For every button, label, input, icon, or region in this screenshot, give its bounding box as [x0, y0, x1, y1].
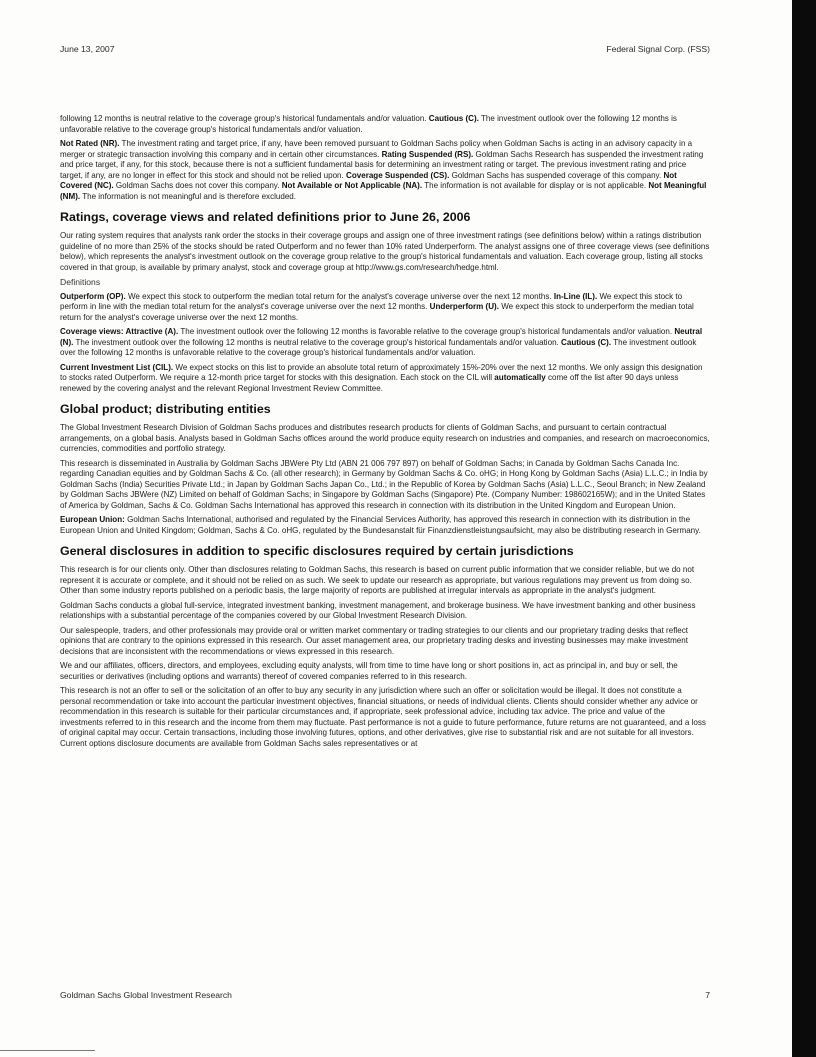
page-number: 7 [705, 990, 710, 1000]
section-heading-global: Global product; distributing entities [60, 402, 271, 416]
global-paragraph-1: The Global Investment Research Division of Goldman Sachs produces and distributes research products for clients of Goldman Sachs, and pursuant to certain contractual arrangements, on a global basis. Analysts based in Goldman Sachs offices around the world produce equity research on industries and companies, and research on macroeconomics, currencies, commodities and portfolio strategy. [60, 423, 710, 453]
cil-paragraph: Current Investment List (CIL). We expect stocks on this list to provide an absolute total return of approximately 15%-20% over the next 12 months. We only assign this designation to stocks rated Outperform. We require a 12-month price target for stocks with this designation. Each stock on the CIL will automatically come off the list after 90 days unless renewed by the covering analyst and the relevant Regional Investment Review Committee. [60, 362, 703, 393]
general-paragraph-2: Goldman Sachs conducts a global full-service, integrated investment banking, investment management, and brokerage business. We have investment banking and other business relationships with a substantial percentage of the companies covered by our Global Investment Research Division. [60, 600, 696, 620]
section-heading-ratings: Ratings, coverage views and related definitions prior to June 26, 2006 [60, 210, 471, 224]
page-header [60, 44, 710, 54]
scan-artifact-line [0, 1050, 95, 1051]
ratings-definitions-paragraph: Outperform (OP). We expect this stock to outperform the median total return for the analyst's coverage universe over the next 12 months. In-Line (IL). We expect this stock to perform in line with the median total return for the analyst's coverage universe over the next 12 months. Underperform (U). We expect this stock to underperform the median total return for the analyst's coverage universe over the next 12 months. [60, 291, 694, 322]
general-paragraph-4: We and our affiliates, officers, directors, and employees, excluding equity analysts, will from time to time have long or short positions in, act as principal in, and buy or sell, the securities or derivatives (including options and warrants) thereof of covered companies referred to in this research. [60, 661, 678, 681]
definitions-label: Definitions [60, 277, 101, 287]
page-footer [60, 990, 710, 1000]
coverage-views-paragraph: Coverage views: Attractive (A). The investment outlook over the following 12 months is favorable relative to the coverage group's historical fundamentals and/or valuation. Neutral (N). The investment outlook over the following 12 months is neutral relative to the coverage group's historical fundamentals and/or valuation. Cautious (C). The investment outlook over the following 12 months is unfavorable relative to the coverage group's historical fundamentals and/or valuation. [60, 327, 703, 357]
scan-edge-bar [792, 0, 816, 1057]
publisher-name: Goldman Sachs Global Investment Research [60, 990, 232, 1000]
document-body [60, 114, 710, 753]
section-heading-general: General disclosures in addition to specific disclosures required by certain jurisdictions [60, 544, 574, 558]
ratings-paragraph: Our rating system requires that analysts rank order the stocks in their coverage groups and assign one of three investment ratings (see definitions below) within a ratings distribution guideline of no more than 25% of the stocks should be rated Outperform and no fewer than 10% rated Underperform. The analyst assigns one of three coverage views (see definitions below), which represents the analyst's investment outlook on the coverage group relative to the group's historical fundamentals and valuation. Each coverage group, listing all stocks covered in that group, is available by primary analyst, stock and coverage group at http://www.gs.com/research/hedge.html. [60, 231, 710, 272]
global-paragraph-2: This research is disseminated in Australia by Goldman Sachs JBWere Pty Ltd (ABN 21 006 797 897) on behalf of Goldman Sachs; in Canada by Goldman Sachs Canada Inc. regarding Canadian equities and by Goldman Sachs & Co. (all other research); in Germany by Goldman Sachs & Co. oHG; in Hong Kong by Goldman Sachs (Asia) L.L.C.; in India by Goldman Sachs (India) Securities Private Ltd.; in Japan by Goldman Sachs Japan Co., Ltd.; in the Republic of Korea by Goldman Sachs (Asia) L.L.C., Seoul Branch; in New Zealand by Goldman Sachs JBWere (NZ) Limited on behalf of Goldman Sachs; in Singapore by Goldman Sachs (Singapore) Pte. (Company Number: 198602165W); and in the United States of America by Goldman, Sachs & Co. Goldman Sachs International has approved this research in connection with its distribution in the United Kingdom and European Union. [60, 458, 708, 510]
company-ticker: Federal Signal Corp. (FSS) [606, 44, 710, 54]
general-paragraph-1: This research is for our clients only. Other than disclosures relating to Goldman Sachs, this research is based on current public information that we consider reliable, but we do not represent it is accurate or complete, and it should not be relied on as such. We seek to update our research as appropriate, but various regulations may prevent us from doing so. Other than some industry reports published on a periodic basis, the large majority of reports are published at irregular intervals as appropriate in the analyst's judgment. [60, 565, 695, 595]
intro-paragraph-2: Not Rated (NR). The investment rating and target price, if any, have been removed pursuant to Goldman Sachs policy when Goldman Sachs is acting in an advisory capacity in a merger or strategic transaction involving this company and in certain other circumstances. Rating Suspended (RS). Goldman Sachs Research has suspended the investment rating and price target, if any, for this stock, because there is not a sufficient fundamental basis for determining an investment rating or target. The previous investment rating and price target, if any, are no longer in effect for this stock and should not be relied upon. Coverage Suspended (CS). Goldman Sachs has suspended coverage of this company. Not Covered (NC). Goldman Sachs does not cover this company. Not Available or Not Applicable (NA). The information is not available for display or is not applicable. Not Meaningful (NM). The information is not meaningful and is therefore excluded. [60, 139, 707, 201]
report-date: June 13, 2007 [60, 44, 115, 54]
intro-paragraph-1: following 12 months is neutral relative to the coverage group's historical fundamentals and/or valuation. Cautious (C). The investment outlook over the following 12 months is unfavorable relative to the coverage group's historical fundamentals and/or valuation. [60, 114, 677, 134]
general-paragraph-3: Our salespeople, traders, and other professionals may provide oral or written market commentary or trading strategies to our clients and our proprietary trading desks that reflect opinions that are contrary to the opinions expressed in this research. Our asset management area, our proprietary trading desks and investing businesses may make investment decisions that are inconsistent with the recommendations or views expressed in this research. [60, 625, 688, 656]
european-union-paragraph: European Union: Goldman Sachs International, authorised and regulated by the Financial Services Authority, has approved this research in connection with its distribution in the European Union and United Kingdom; Goldman, Sachs & Co. oHG, regulated by the Bundesanstalt für Finanzdienstleistungsaufsicht, may also be distributing research in Germany. [60, 515, 701, 535]
general-paragraph-5: This research is not an offer to sell or the solicitation of an offer to buy any security in any jurisdiction where such an offer or solicitation would be illegal. It does not constitute a personal recommendation or take into account the particular investment objectives, financial situations, or needs of individual clients. Clients should consider whether any advice or recommendation in this research is suitable for their particular circumstances and, if appropriate, seek professional advice, including tax advice. The price and value of the investments referred to in this research and the income from them may fluctuate. Past performance is not a guide to future performance, future returns are not guaranteed, and a loss of original capital may occur. Certain transactions, including those involving futures, options, and other derivatives, give rise to substantial risk and are not suitable for all investors. Current options disclosure documents are available from Goldman Sachs sales representatives or at [60, 686, 706, 748]
